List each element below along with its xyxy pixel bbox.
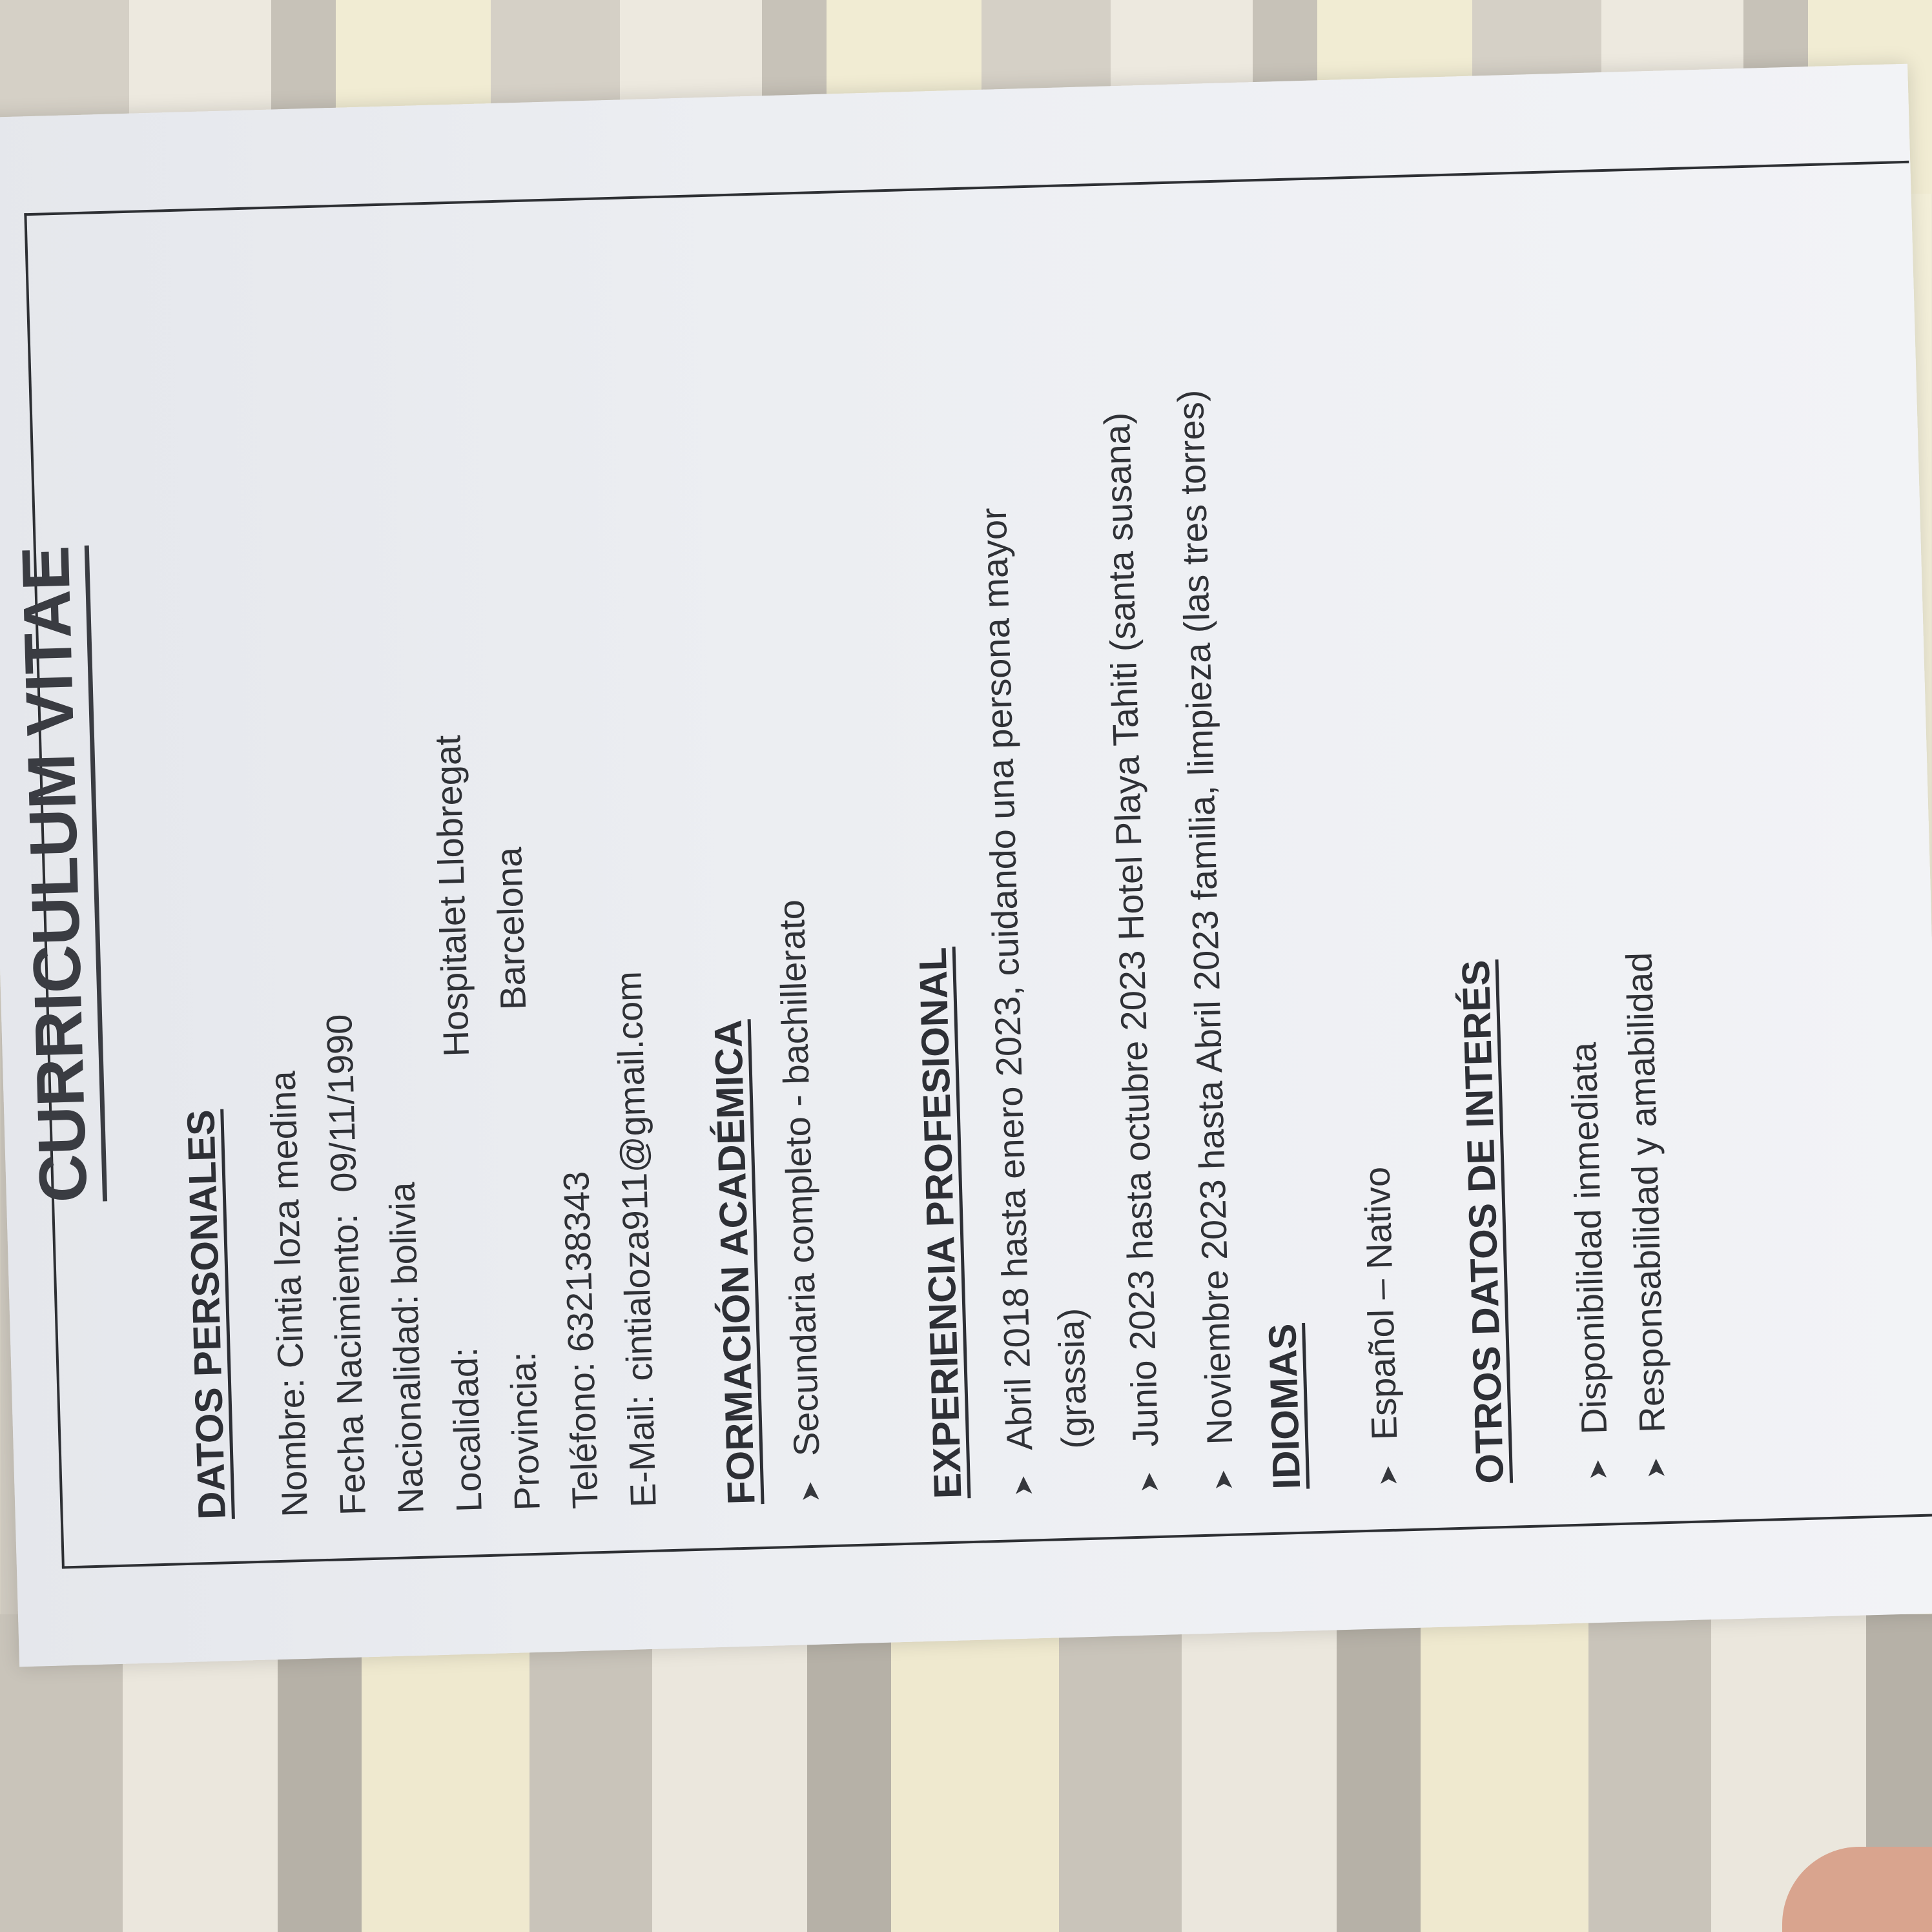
- field-label: Provincia:: [502, 1351, 548, 1512]
- arrow-bullet-icon: ➤: [1009, 1474, 1038, 1497]
- field-value: Cintia loza medina: [262, 1070, 311, 1370]
- field-provincia: [488, 847, 548, 1511]
- field-nacionalidad: [380, 1182, 431, 1514]
- field-label: Fecha Nacimiento:: [324, 1213, 373, 1516]
- field-telefono: [555, 1171, 606, 1510]
- list-item-continuation: [1049, 1308, 1095, 1450]
- field-value: Hospitalet Llobregat: [427, 734, 477, 1058]
- section-heading-idiomas: IDIOMAS: [1260, 1322, 1309, 1490]
- list-item-text: (grassia): [1050, 1307, 1095, 1450]
- field-label: Nacionalidad:: [384, 1294, 431, 1515]
- arrow-bullet-icon: ➤: [796, 1480, 825, 1503]
- list-item: [972, 508, 1042, 1497]
- section-heading-otros: OTROS DATOS DE INTERÉS: [1454, 959, 1512, 1485]
- field-value: 09/11/1990: [318, 1013, 364, 1193]
- arrow-bullet-icon: ➤: [1583, 1458, 1613, 1481]
- list-item: [1562, 1042, 1616, 1481]
- list-item-text: Junio 2023 hasta octubre 2023 Hotel Playa Tahiti (santa susana): [1096, 412, 1166, 1448]
- list-item: [770, 899, 828, 1503]
- list-item: [1618, 952, 1674, 1480]
- title-text: CURRICULUM VITAE: [8, 546, 107, 1204]
- field-label: E-Mail:: [619, 1394, 664, 1508]
- list-item-text: Noviembre 2023 hasta Abril 2023 familia, limpieza (las tres torres): [1169, 389, 1240, 1446]
- list-item-text: Abril 2018 hasta enero 2023, cuidando una persona mayor: [972, 507, 1040, 1451]
- list-item-text: Español – Nativo: [1356, 1166, 1405, 1441]
- field-email: [607, 971, 664, 1508]
- section-heading-datos-personales: DATOS PERSONALES: [179, 1109, 234, 1520]
- list-item-text: Responsabilidad y amabilidad: [1618, 951, 1673, 1434]
- list-item: [1169, 389, 1242, 1492]
- field-value: bolivia: [381, 1181, 425, 1286]
- field-nombre: [262, 1071, 316, 1518]
- list-item-text: Disponibilidad inmediata: [1563, 1042, 1615, 1435]
- paper-sheet: [0, 64, 1932, 1667]
- arrow-bullet-icon: ➤: [1209, 1469, 1238, 1492]
- field-label: Teléfono:: [560, 1361, 606, 1510]
- document-content: [0, 167, 1707, 1537]
- field-localidad: [426, 735, 490, 1513]
- arrow-bullet-icon: ➤: [1373, 1464, 1403, 1487]
- arrow-bullet-icon: ➤: [1135, 1471, 1164, 1494]
- field-fecha-nacimiento: [318, 1014, 374, 1516]
- field-label: Localidad:: [444, 1346, 489, 1513]
- document-title: [0, 212, 112, 1537]
- fabric-background-bottom: [0, 1614, 1932, 1932]
- list-item: [1355, 1166, 1406, 1487]
- field-value: 632138343: [555, 1170, 601, 1353]
- list-item: [1096, 412, 1168, 1494]
- field-label: Nombre:: [270, 1377, 315, 1518]
- arrow-bullet-icon: ➤: [1641, 1457, 1671, 1480]
- field-value: Barcelona: [488, 847, 534, 1011]
- list-item-text: Secundaria completo - bachillerato: [770, 899, 827, 1457]
- section-heading-formacion: FORMACIÓN ACADÉMICA: [706, 1019, 763, 1505]
- field-value: cintialoza911@gmail.com: [608, 971, 661, 1382]
- section-heading-experiencia: EXPERIENCIA PROFESIONAL: [910, 946, 970, 1500]
